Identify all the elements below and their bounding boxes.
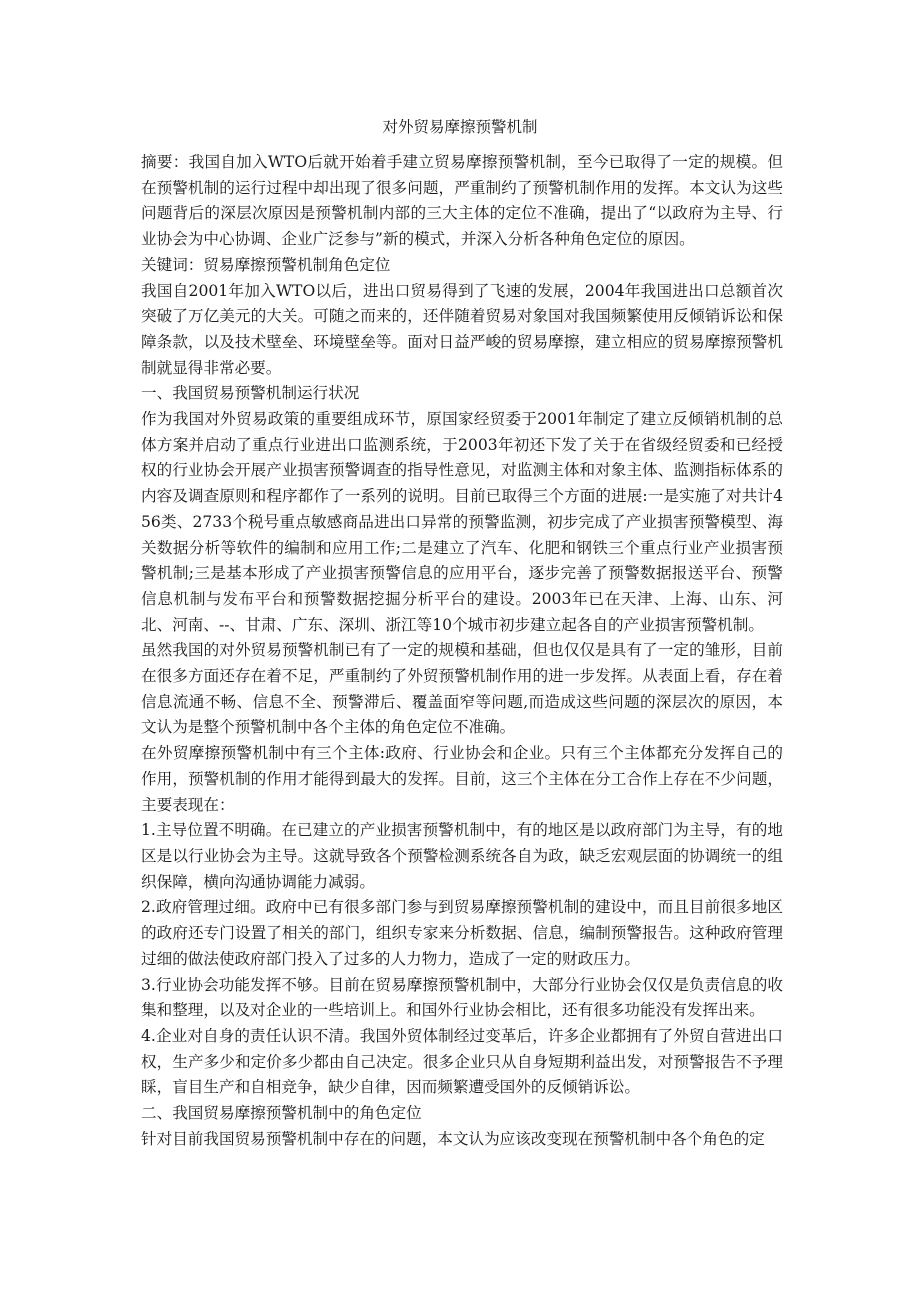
abstract-paragraph: 摘要：我国自加入WTO后就开始着手建立贸易摩擦预警机制，至今已取得了一定的规模。但在预警机制的运行过程中却出现了很多问题，严重制约了预警机制作用的发挥。本文认为这些问题背后的深层次原因是预警机制内部的三大主体的定位不准确，提出了“以政府为主导、行业协会为中心协调、企业广泛参与”新的模式，并深入分析各种角色定位的原因。 bbox=[141, 153, 783, 249]
list-item-1: 1.主导位置不明确。在已建立的产业损害预警机制中，有的地区是以政府部门为主导，有的地区是以行业协会为主导。这就导致各个预警检测系统各自为政，缺乏宏观层面的协调统一的组织保障，横向沟通协调能力减弱。 bbox=[141, 821, 783, 891]
list-item-2: 2.政府管理过细。政府中已有很多部门参与到贸易摩擦预警机制的建设中，而且目前很多地区的政府还专门设置了相关的部门，组织专家来分析数据、信息，编制预警报告。这种政府管理过细的做法使政府部门投入了过多的人力物力，造成了一定的财政压力。 bbox=[141, 898, 783, 968]
intro-paragraph: 我国自2001年加入WTO以后，进出口贸易得到了飞速的发展，2004年我国进出口总额首次突破了万亿美元的大关。可随之而来的，还伴随着贸易对象国对我国频繁使用反倾销诉讼和保障条款，以及技术壁垒、环境壁垒等。面对日益严峻的贸易摩擦，建立相应的贸易摩擦预警机制就显得非常必要。 bbox=[141, 281, 783, 377]
body-paragraph: 针对目前我国贸易预警机制中存在的问题，本文认为应该改变现在预警机制中各个角色的定 bbox=[141, 1129, 765, 1148]
list-item-4: 4.企业对自身的责任认识不清。我国外贸体制经过变革后，许多企业都拥有了外贸自营进出口权，生产多少和定价多少都由自己决定。很多企业只从自身短期利益出发，对预警报告不予理睬，盲目生产和自相竞争，缺少自律，因而频繁遭受国外的反倾销诉讼。 bbox=[141, 1026, 783, 1097]
section-heading-2: 二、我国贸易摩擦预警机制中的角色定位 bbox=[141, 1104, 422, 1123]
keywords-line: 关键词：贸易摩擦预警机制角色定位 bbox=[141, 255, 391, 274]
list-item-3: 3.行业协会功能发挥不够。目前在贸易摩擦预警机制中，大部分行业协会仅仅是负责信息的收集和整理，以及对企业的一些培训上。和国外行业协会相比，还有很多功能没有发挥出来。 bbox=[141, 975, 783, 1020]
document-body bbox=[141, 150, 783, 1152]
body-paragraph: 虽然我国的对外贸易预警机制已有了一定的规模和基础，但也仅仅是具有了一定的雏形，目前在很多方面还存在着不足，严重制约了外贸预警机制作用的进一步发挥。从表面上看，存在着信息流通不畅、信息不全、预警滞后、覆盖面窄等问题,而造成这些问题的深层次的原因，本文认为是整个预警机制中各个主体的角色定位不准确。 bbox=[141, 641, 783, 737]
section-heading-1: 一、我国贸易预警机制运行状况 bbox=[141, 384, 360, 403]
body-paragraph: 作为我国对外贸易政策的重要组成环节，原国家经贸委于2001年制定了建立反倾销机制的总体方案并启动了重点行业进出口监测系统，于2003年初还下发了关于在省级经贸委和已经授权的行业协会开展产业损害预警调查的指导性意见，对监测主体和对象主体、监测指标体系的内容及调查原则和程序都作了一系列的说明。目前已取得三个方面的进展:一是实施了对共计456类、2733个税号重点敏感商品进出口异常的预警监测，初步完成了产业损害预警模型、海关数据分析等软件的编制和应用工作;二是建立了汽车、化肥和钢铁三个重点行业产业损害预警机制;三是基本形成了产业损害预警信息的应用平台，逐步完善了预警数据报送平台、预警信息机制与发布平台和预警数据挖掘分析平台的建设。2003年已在天津、上海、山东、河北、河南、--、甘肃、广东、深圳、浙江等10个城市初步建立起各自的产业损害预警机制。 bbox=[141, 410, 783, 634]
body-paragraph: 在外贸摩擦预警机制中有三个主体:政府、行业协会和企业。只有三个主体都充分发挥自己的作用，预警机制的作用才能得到最大的发挥。目前，这三个主体在分工合作上存在不少问题，主要表现在： bbox=[141, 744, 783, 814]
document-title: 对外贸易摩擦预警机制 bbox=[382, 118, 538, 136]
